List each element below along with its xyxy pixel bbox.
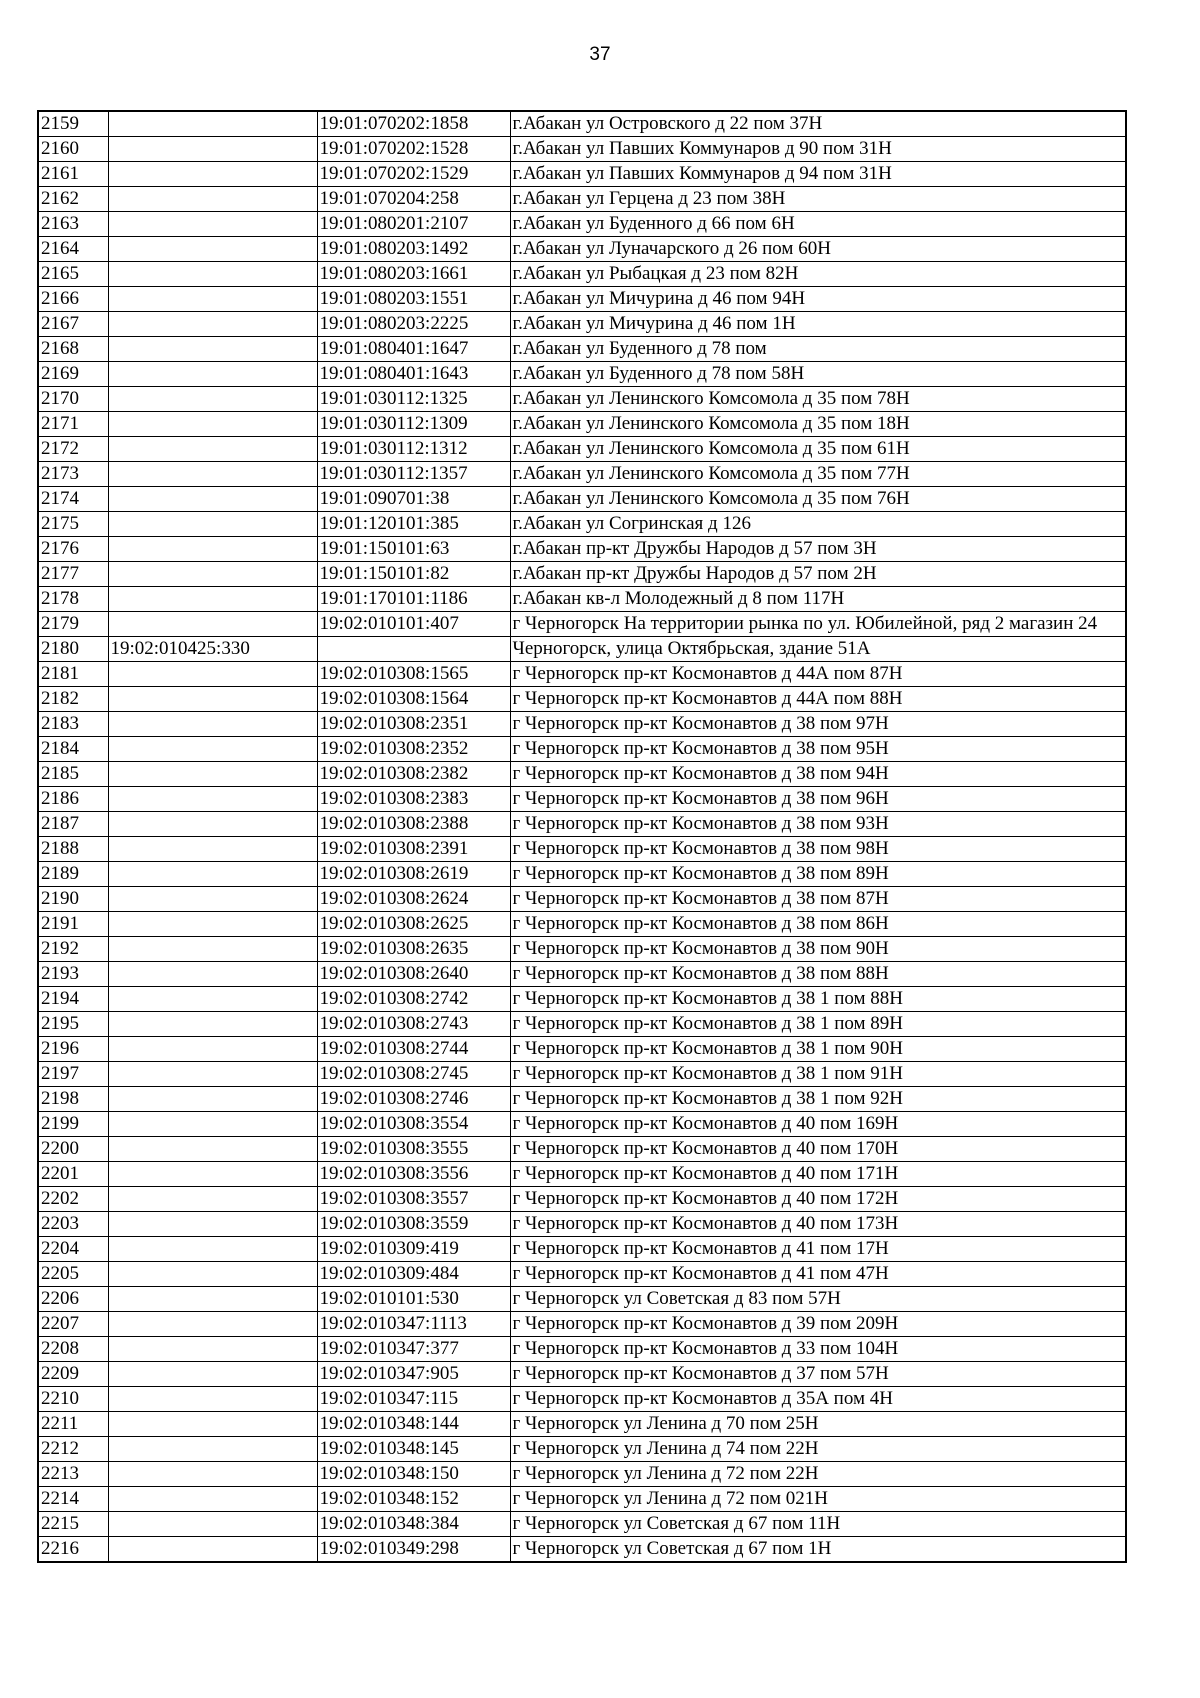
table-row (38, 787, 1126, 812)
row-number-cell: 2177 (38, 562, 108, 587)
table-row (38, 111, 1126, 137)
premises-cadastral-number-cell: 19:02:010348:150 (317, 1462, 510, 1487)
premises-cadastral-number-cell: 19:02:010308:2745 (317, 1062, 510, 1087)
table-row (38, 1412, 1126, 1437)
address-cell: г.Абакан ул Мичурина д 46 пом 94Н (510, 287, 1126, 312)
row-number-cell: 2196 (38, 1037, 108, 1062)
building-cadastral-number-cell (108, 1412, 317, 1437)
address-cell: г Черногорск пр-кт Космонавтов д 44А пом 87Н (510, 662, 1126, 687)
address-cell: г Черногорск пр-кт Космонавтов д 38 1 пом 89Н (510, 1012, 1126, 1037)
row-number-cell: 2203 (38, 1212, 108, 1237)
premises-cadastral-number-cell: 19:01:150101:63 (317, 537, 510, 562)
premises-cadastral-number-cell: 19:02:010308:2391 (317, 837, 510, 862)
table-row (38, 1137, 1126, 1162)
table-row (38, 287, 1126, 312)
row-number-cell: 2207 (38, 1312, 108, 1337)
row-number-cell: 2198 (38, 1087, 108, 1112)
address-cell: г Черногорск пр-кт Космонавтов д 40 пом 171Н (510, 1162, 1126, 1187)
address-cell: г Черногорск пр-кт Космонавтов д 38 пом 88Н (510, 962, 1126, 987)
premises-cadastral-number-cell: 19:02:010101:530 (317, 1287, 510, 1312)
building-cadastral-number-cell (108, 1137, 317, 1162)
building-cadastral-number-cell (108, 1237, 317, 1262)
building-cadastral-number-cell (108, 1462, 317, 1487)
building-cadastral-number-cell (108, 1037, 317, 1062)
row-number-cell: 2161 (38, 162, 108, 187)
premises-cadastral-number-cell: 19:02:010347:905 (317, 1362, 510, 1387)
row-number-cell: 2212 (38, 1437, 108, 1462)
premises-cadastral-number-cell: 19:02:010308:3554 (317, 1112, 510, 1137)
building-cadastral-number-cell (108, 1312, 317, 1337)
premises-cadastral-number-cell: 19:02:010309:419 (317, 1237, 510, 1262)
premises-cadastral-number-cell: 19:01:080401:1647 (317, 337, 510, 362)
table-row (38, 1112, 1126, 1137)
row-number-cell: 2182 (38, 687, 108, 712)
building-cadastral-number-cell (108, 1487, 317, 1512)
premises-cadastral-number-cell: 19:02:010348:152 (317, 1487, 510, 1512)
building-cadastral-number-cell (108, 912, 317, 937)
building-cadastral-number-cell (108, 187, 317, 212)
table-row (38, 1437, 1126, 1462)
row-number-cell: 2179 (38, 612, 108, 637)
row-number-cell: 2191 (38, 912, 108, 937)
address-cell: г Черногорск На территории рынка по ул. Юбилейной, ряд 2 магазин 24 (510, 612, 1126, 637)
address-cell: г Черногорск пр-кт Космонавтов д 40 пом 172Н (510, 1187, 1126, 1212)
building-cadastral-number-cell (108, 387, 317, 412)
building-cadastral-number-cell (108, 312, 317, 337)
premises-cadastral-number-cell: 19:02:010308:2746 (317, 1087, 510, 1112)
address-cell: г Черногорск пр-кт Космонавтов д 38 1 пом 90Н (510, 1037, 1126, 1062)
building-cadastral-number-cell (108, 612, 317, 637)
premises-cadastral-number-cell: 19:02:010308:2351 (317, 712, 510, 737)
building-cadastral-number-cell (108, 137, 317, 162)
building-cadastral-number-cell (108, 1112, 317, 1137)
address-cell: г Черногорск ул Ленина д 70 пом 25Н (510, 1412, 1126, 1437)
row-number-cell: 2216 (38, 1537, 108, 1563)
table-row (38, 1512, 1126, 1537)
row-number-cell: 2172 (38, 437, 108, 462)
table-row (38, 887, 1126, 912)
table-row (38, 1162, 1126, 1187)
table-row (38, 737, 1126, 762)
premises-cadastral-number-cell: 19:01:150101:82 (317, 562, 510, 587)
premises-cadastral-number-cell: 19:02:010308:1565 (317, 662, 510, 687)
premises-cadastral-number-cell: 19:02:010308:2743 (317, 1012, 510, 1037)
building-cadastral-number-cell (108, 962, 317, 987)
premises-cadastral-number-cell: 19:02:010309:484 (317, 1262, 510, 1287)
building-cadastral-number-cell (108, 762, 317, 787)
building-cadastral-number-cell (108, 687, 317, 712)
table-row (38, 862, 1126, 887)
address-cell: г Черногорск пр-кт Космонавтов д 33 пом 104Н (510, 1337, 1126, 1362)
address-cell: Черногорск, улица Октябрьская, здание 51А (510, 637, 1126, 662)
row-number-cell: 2205 (38, 1262, 108, 1287)
table-row (38, 562, 1126, 587)
row-number-cell: 2166 (38, 287, 108, 312)
address-cell: г Черногорск пр-кт Космонавтов д 38 1 пом 92Н (510, 1087, 1126, 1112)
table-row (38, 987, 1126, 1012)
table-row (38, 762, 1126, 787)
table-row (38, 1212, 1126, 1237)
premises-cadastral-number-cell: 19:01:070202:1858 (317, 111, 510, 137)
row-number-cell: 2197 (38, 1062, 108, 1087)
table-row (38, 837, 1126, 862)
premises-cadastral-number-cell: 19:02:010308:3559 (317, 1212, 510, 1237)
premises-cadastral-number-cell: 19:02:010308:2383 (317, 787, 510, 812)
row-number-cell: 2189 (38, 862, 108, 887)
building-cadastral-number-cell (108, 487, 317, 512)
premises-cadastral-number-cell: 19:02:010308:2382 (317, 762, 510, 787)
premises-cadastral-number-cell: 19:01:170101:1186 (317, 587, 510, 612)
table-row (38, 962, 1126, 987)
premises-cadastral-number-cell: 19:02:010349:298 (317, 1537, 510, 1563)
table-row (38, 437, 1126, 462)
address-cell: г.Абакан ул Буденного д 78 пом 58Н (510, 362, 1126, 387)
premises-cadastral-number-cell: 19:01:080203:1551 (317, 287, 510, 312)
address-cell: г.Абакан ул Ленинского Комсомола д 35 пом 78Н (510, 387, 1126, 412)
address-cell: г.Абакан ул Павших Коммунаров д 90 пом 31Н (510, 137, 1126, 162)
row-number-cell: 2165 (38, 262, 108, 287)
building-cadastral-number-cell (108, 1337, 317, 1362)
row-number-cell: 2159 (38, 111, 108, 137)
row-number-cell: 2174 (38, 487, 108, 512)
premises-cadastral-number-cell: 19:02:010308:3556 (317, 1162, 510, 1187)
building-cadastral-number-cell (108, 162, 317, 187)
premises-cadastral-number-cell: 19:02:010348:145 (317, 1437, 510, 1462)
table-row (38, 912, 1126, 937)
building-cadastral-number-cell (108, 262, 317, 287)
address-cell: г Черногорск пр-кт Космонавтов д 40 пом 169Н (510, 1112, 1126, 1137)
premises-cadastral-number-cell: 19:01:080201:2107 (317, 212, 510, 237)
premises-cadastral-number-cell: 19:01:090701:38 (317, 487, 510, 512)
building-cadastral-number-cell (108, 1362, 317, 1387)
premises-cadastral-number-cell: 19:02:010308:2742 (317, 987, 510, 1012)
row-number-cell: 2160 (38, 137, 108, 162)
property-registry-table (37, 110, 1127, 1563)
table-row (38, 1287, 1126, 1312)
building-cadastral-number-cell (108, 562, 317, 587)
address-cell: г Черногорск пр-кт Космонавтов д 38 пом 86Н (510, 912, 1126, 937)
building-cadastral-number-cell (108, 111, 317, 137)
address-cell: г Черногорск ул Ленина д 74 пом 22Н (510, 1437, 1126, 1462)
premises-cadastral-number-cell: 19:02:010347:377 (317, 1337, 510, 1362)
row-number-cell: 2176 (38, 537, 108, 562)
table-row (38, 1087, 1126, 1112)
address-cell: г.Абакан ул Островского д 22 пом 37Н (510, 111, 1126, 137)
address-cell: г.Абакан пр-кт Дружбы Народов д 57 пом 3Н (510, 537, 1126, 562)
table-row (38, 937, 1126, 962)
building-cadastral-number-cell (108, 337, 317, 362)
premises-cadastral-number-cell: 19:01:120101:385 (317, 512, 510, 537)
row-number-cell: 2186 (38, 787, 108, 812)
building-cadastral-number-cell (108, 1062, 317, 1087)
table-row (38, 387, 1126, 412)
table-row (38, 1362, 1126, 1387)
address-cell: г.Абакан ул Согринская д 126 (510, 512, 1126, 537)
address-cell: г Черногорск пр-кт Космонавтов д 41 пом 17Н (510, 1237, 1126, 1262)
building-cadastral-number-cell (108, 887, 317, 912)
address-cell: г Черногорск пр-кт Космонавтов д 38 1 пом 88Н (510, 987, 1126, 1012)
premises-cadastral-number-cell: 19:01:080203:1492 (317, 237, 510, 262)
table-row (38, 1187, 1126, 1212)
building-cadastral-number-cell (108, 1512, 317, 1537)
premises-cadastral-number-cell: 19:02:010308:2388 (317, 812, 510, 837)
building-cadastral-number-cell (108, 812, 317, 837)
table-row (38, 1387, 1126, 1412)
building-cadastral-number-cell (108, 937, 317, 962)
premises-cadastral-number-cell (317, 637, 510, 662)
table-row (38, 187, 1126, 212)
premises-cadastral-number-cell: 19:02:010308:1564 (317, 687, 510, 712)
premises-cadastral-number-cell: 19:01:080203:1661 (317, 262, 510, 287)
address-cell: г Черногорск пр-кт Космонавтов д 38 пом 94Н (510, 762, 1126, 787)
row-number-cell: 2184 (38, 737, 108, 762)
premises-cadastral-number-cell: 19:02:010308:2352 (317, 737, 510, 762)
building-cadastral-number-cell (108, 1162, 317, 1187)
row-number-cell: 2206 (38, 1287, 108, 1312)
premises-cadastral-number-cell: 19:01:030112:1357 (317, 462, 510, 487)
premises-cadastral-number-cell: 19:02:010308:2640 (317, 962, 510, 987)
table-row (38, 1537, 1126, 1563)
address-cell: г Черногорск ул Советская д 83 пом 57Н (510, 1287, 1126, 1312)
table-row (38, 212, 1126, 237)
building-cadastral-number-cell (108, 437, 317, 462)
building-cadastral-number-cell (108, 1262, 317, 1287)
address-cell: г.Абакан ул Буденного д 66 пом 6Н (510, 212, 1126, 237)
row-number-cell: 2201 (38, 1162, 108, 1187)
premises-cadastral-number-cell: 19:02:010348:144 (317, 1412, 510, 1437)
row-number-cell: 2192 (38, 937, 108, 962)
address-cell: г Черногорск пр-кт Космонавтов д 39 пом 209Н (510, 1312, 1126, 1337)
premises-cadastral-number-cell: 19:01:070204:258 (317, 187, 510, 212)
address-cell: г Черногорск пр-кт Космонавтов д 38 пом 96Н (510, 787, 1126, 812)
row-number-cell: 2193 (38, 962, 108, 987)
table-row (38, 1462, 1126, 1487)
address-cell: г.Абакан ул Рыбацкая д 23 пом 82Н (510, 262, 1126, 287)
table-row (38, 1487, 1126, 1512)
premises-cadastral-number-cell: 19:01:070202:1529 (317, 162, 510, 187)
registry-table-body (38, 111, 1126, 1562)
table-row (38, 262, 1126, 287)
building-cadastral-number-cell (108, 287, 317, 312)
row-number-cell: 2181 (38, 662, 108, 687)
building-cadastral-number-cell (108, 712, 317, 737)
premises-cadastral-number-cell: 19:02:010308:2744 (317, 1037, 510, 1062)
premises-cadastral-number-cell: 19:02:010308:2619 (317, 862, 510, 887)
building-cadastral-number-cell (108, 212, 317, 237)
table-row (38, 687, 1126, 712)
premises-cadastral-number-cell: 19:01:030112:1309 (317, 412, 510, 437)
row-number-cell: 2178 (38, 587, 108, 612)
premises-cadastral-number-cell: 19:01:080203:2225 (317, 312, 510, 337)
premises-cadastral-number-cell: 19:01:070202:1528 (317, 137, 510, 162)
table-row (38, 712, 1126, 737)
table-row (38, 812, 1126, 837)
table-row (38, 412, 1126, 437)
address-cell: г.Абакан ул Луначарского д 26 пом 60Н (510, 237, 1126, 262)
premises-cadastral-number-cell: 19:01:030112:1312 (317, 437, 510, 462)
building-cadastral-number-cell (108, 862, 317, 887)
building-cadastral-number-cell (108, 1437, 317, 1462)
building-cadastral-number-cell (108, 1087, 317, 1112)
table-row (38, 612, 1126, 637)
building-cadastral-number-cell (108, 1187, 317, 1212)
address-cell: г Черногорск пр-кт Космонавтов д 38 1 пом 91Н (510, 1062, 1126, 1087)
row-number-cell: 2204 (38, 1237, 108, 1262)
building-cadastral-number-cell (108, 462, 317, 487)
building-cadastral-number-cell (108, 537, 317, 562)
row-number-cell: 2167 (38, 312, 108, 337)
table-row (38, 337, 1126, 362)
address-cell: г Черногорск пр-кт Космонавтов д 38 пом 87Н (510, 887, 1126, 912)
table-row (38, 662, 1126, 687)
building-cadastral-number-cell (108, 662, 317, 687)
table-row (38, 1012, 1126, 1037)
row-number-cell: 2200 (38, 1137, 108, 1162)
premises-cadastral-number-cell: 19:02:010101:407 (317, 612, 510, 637)
table-row (38, 462, 1126, 487)
address-cell: г Черногорск пр-кт Космонавтов д 40 пом 170Н (510, 1137, 1126, 1162)
address-cell: г Черногорск ул Советская д 67 пом 11Н (510, 1512, 1126, 1537)
address-cell: г.Абакан ул Павших Коммунаров д 94 пом 31Н (510, 162, 1126, 187)
row-number-cell: 2163 (38, 212, 108, 237)
address-cell: г.Абакан ул Буденного д 78 пом (510, 337, 1126, 362)
row-number-cell: 2209 (38, 1362, 108, 1387)
address-cell: г Черногорск пр-кт Космонавтов д 38 пом 97Н (510, 712, 1126, 737)
premises-cadastral-number-cell: 19:02:010348:384 (317, 1512, 510, 1537)
address-cell: г Черногорск пр-кт Космонавтов д 37 пом 57Н (510, 1362, 1126, 1387)
page-number: 37 (589, 44, 611, 65)
address-cell: г Черногорск пр-кт Космонавтов д 35А пом 4Н (510, 1387, 1126, 1412)
row-number-cell: 2194 (38, 987, 108, 1012)
address-cell: г.Абакан ул Ленинского Комсомола д 35 пом 76Н (510, 487, 1126, 512)
address-cell: г Черногорск пр-кт Космонавтов д 38 пом 90Н (510, 937, 1126, 962)
building-cadastral-number-cell (108, 1012, 317, 1037)
row-number-cell: 2208 (38, 1337, 108, 1362)
building-cadastral-number-cell (108, 787, 317, 812)
table-row (38, 137, 1126, 162)
row-number-cell: 2168 (38, 337, 108, 362)
address-cell: г Черногорск ул Ленина д 72 пом 22Н (510, 1462, 1126, 1487)
address-cell: г Черногорск пр-кт Космонавтов д 38 пом 89Н (510, 862, 1126, 887)
premises-cadastral-number-cell: 19:02:010347:1113 (317, 1312, 510, 1337)
address-cell: г Черногорск пр-кт Космонавтов д 38 пом 95Н (510, 737, 1126, 762)
building-cadastral-number-cell (108, 362, 317, 387)
address-cell: г.Абакан пр-кт Дружбы Народов д 57 пом 2Н (510, 562, 1126, 587)
table-row (38, 1062, 1126, 1087)
building-cadastral-number-cell (108, 1537, 317, 1563)
table-row (38, 312, 1126, 337)
address-cell: г Черногорск пр-кт Космонавтов д 41 пом 47Н (510, 1262, 1126, 1287)
row-number-cell: 2190 (38, 887, 108, 912)
table-row (38, 537, 1126, 562)
premises-cadastral-number-cell: 19:02:010308:3557 (317, 1187, 510, 1212)
table-row (38, 1337, 1126, 1362)
address-cell: г Черногорск пр-кт Космонавтов д 38 пом 93Н (510, 812, 1126, 837)
row-number-cell: 2214 (38, 1487, 108, 1512)
premises-cadastral-number-cell: 19:01:080401:1643 (317, 362, 510, 387)
building-cadastral-number-cell (108, 237, 317, 262)
table-row (38, 1037, 1126, 1062)
table-row (38, 162, 1126, 187)
row-number-cell: 2171 (38, 412, 108, 437)
table-row (38, 237, 1126, 262)
address-cell: г.Абакан ул Ленинского Комсомола д 35 пом 61Н (510, 437, 1126, 462)
row-number-cell: 2195 (38, 1012, 108, 1037)
row-number-cell: 2185 (38, 762, 108, 787)
address-cell: г Черногорск ул Ленина д 72 пом 021Н (510, 1487, 1126, 1512)
address-cell: г Черногорск ул Советская д 67 пом 1Н (510, 1537, 1126, 1563)
table-row (38, 512, 1126, 537)
premises-cadastral-number-cell: 19:02:010347:115 (317, 1387, 510, 1412)
row-number-cell: 2199 (38, 1112, 108, 1137)
building-cadastral-number-cell (108, 512, 317, 537)
address-cell: г Черногорск пр-кт Космонавтов д 38 пом 98Н (510, 837, 1126, 862)
row-number-cell: 2213 (38, 1462, 108, 1487)
building-cadastral-number-cell (108, 737, 317, 762)
address-cell: г.Абакан кв-л Молодежный д 8 пом 117Н (510, 587, 1126, 612)
address-cell: г.Абакан ул Герцена д 23 пом 38Н (510, 187, 1126, 212)
building-cadastral-number-cell (108, 1212, 317, 1237)
row-number-cell: 2188 (38, 837, 108, 862)
row-number-cell: 2170 (38, 387, 108, 412)
building-cadastral-number-cell (108, 987, 317, 1012)
table-row (38, 1312, 1126, 1337)
building-cadastral-number-cell (108, 1287, 317, 1312)
building-cadastral-number-cell (108, 587, 317, 612)
row-number-cell: 2210 (38, 1387, 108, 1412)
row-number-cell: 2180 (38, 637, 108, 662)
premises-cadastral-number-cell: 19:02:010308:2635 (317, 937, 510, 962)
table-row (38, 637, 1126, 662)
address-cell: г Черногорск пр-кт Космонавтов д 40 пом 173Н (510, 1212, 1126, 1237)
premises-cadastral-number-cell: 19:01:030112:1325 (317, 387, 510, 412)
address-cell: г.Абакан ул Ленинского Комсомола д 35 пом 77Н (510, 462, 1126, 487)
address-cell: г.Абакан ул Ленинского Комсомола д 35 пом 18Н (510, 412, 1126, 437)
address-cell: г Черногорск пр-кт Космонавтов д 44А пом 88Н (510, 687, 1126, 712)
premises-cadastral-number-cell: 19:02:010308:2624 (317, 887, 510, 912)
row-number-cell: 2215 (38, 1512, 108, 1537)
row-number-cell: 2175 (38, 512, 108, 537)
table-row (38, 1237, 1126, 1262)
table-row (38, 1262, 1126, 1287)
row-number-cell: 2187 (38, 812, 108, 837)
building-cadastral-number-cell (108, 412, 317, 437)
premises-cadastral-number-cell: 19:02:010308:3555 (317, 1137, 510, 1162)
table-row (38, 362, 1126, 387)
address-cell: г.Абакан ул Мичурина д 46 пом 1Н (510, 312, 1126, 337)
row-number-cell: 2169 (38, 362, 108, 387)
building-cadastral-number-cell (108, 1387, 317, 1412)
table-row (38, 587, 1126, 612)
row-number-cell: 2173 (38, 462, 108, 487)
building-cadastral-number-cell: 19:02:010425:330 (108, 637, 317, 662)
row-number-cell: 2162 (38, 187, 108, 212)
row-number-cell: 2202 (38, 1187, 108, 1212)
row-number-cell: 2211 (38, 1412, 108, 1437)
row-number-cell: 2164 (38, 237, 108, 262)
building-cadastral-number-cell (108, 837, 317, 862)
premises-cadastral-number-cell: 19:02:010308:2625 (317, 912, 510, 937)
table-row (38, 487, 1126, 512)
row-number-cell: 2183 (38, 712, 108, 737)
